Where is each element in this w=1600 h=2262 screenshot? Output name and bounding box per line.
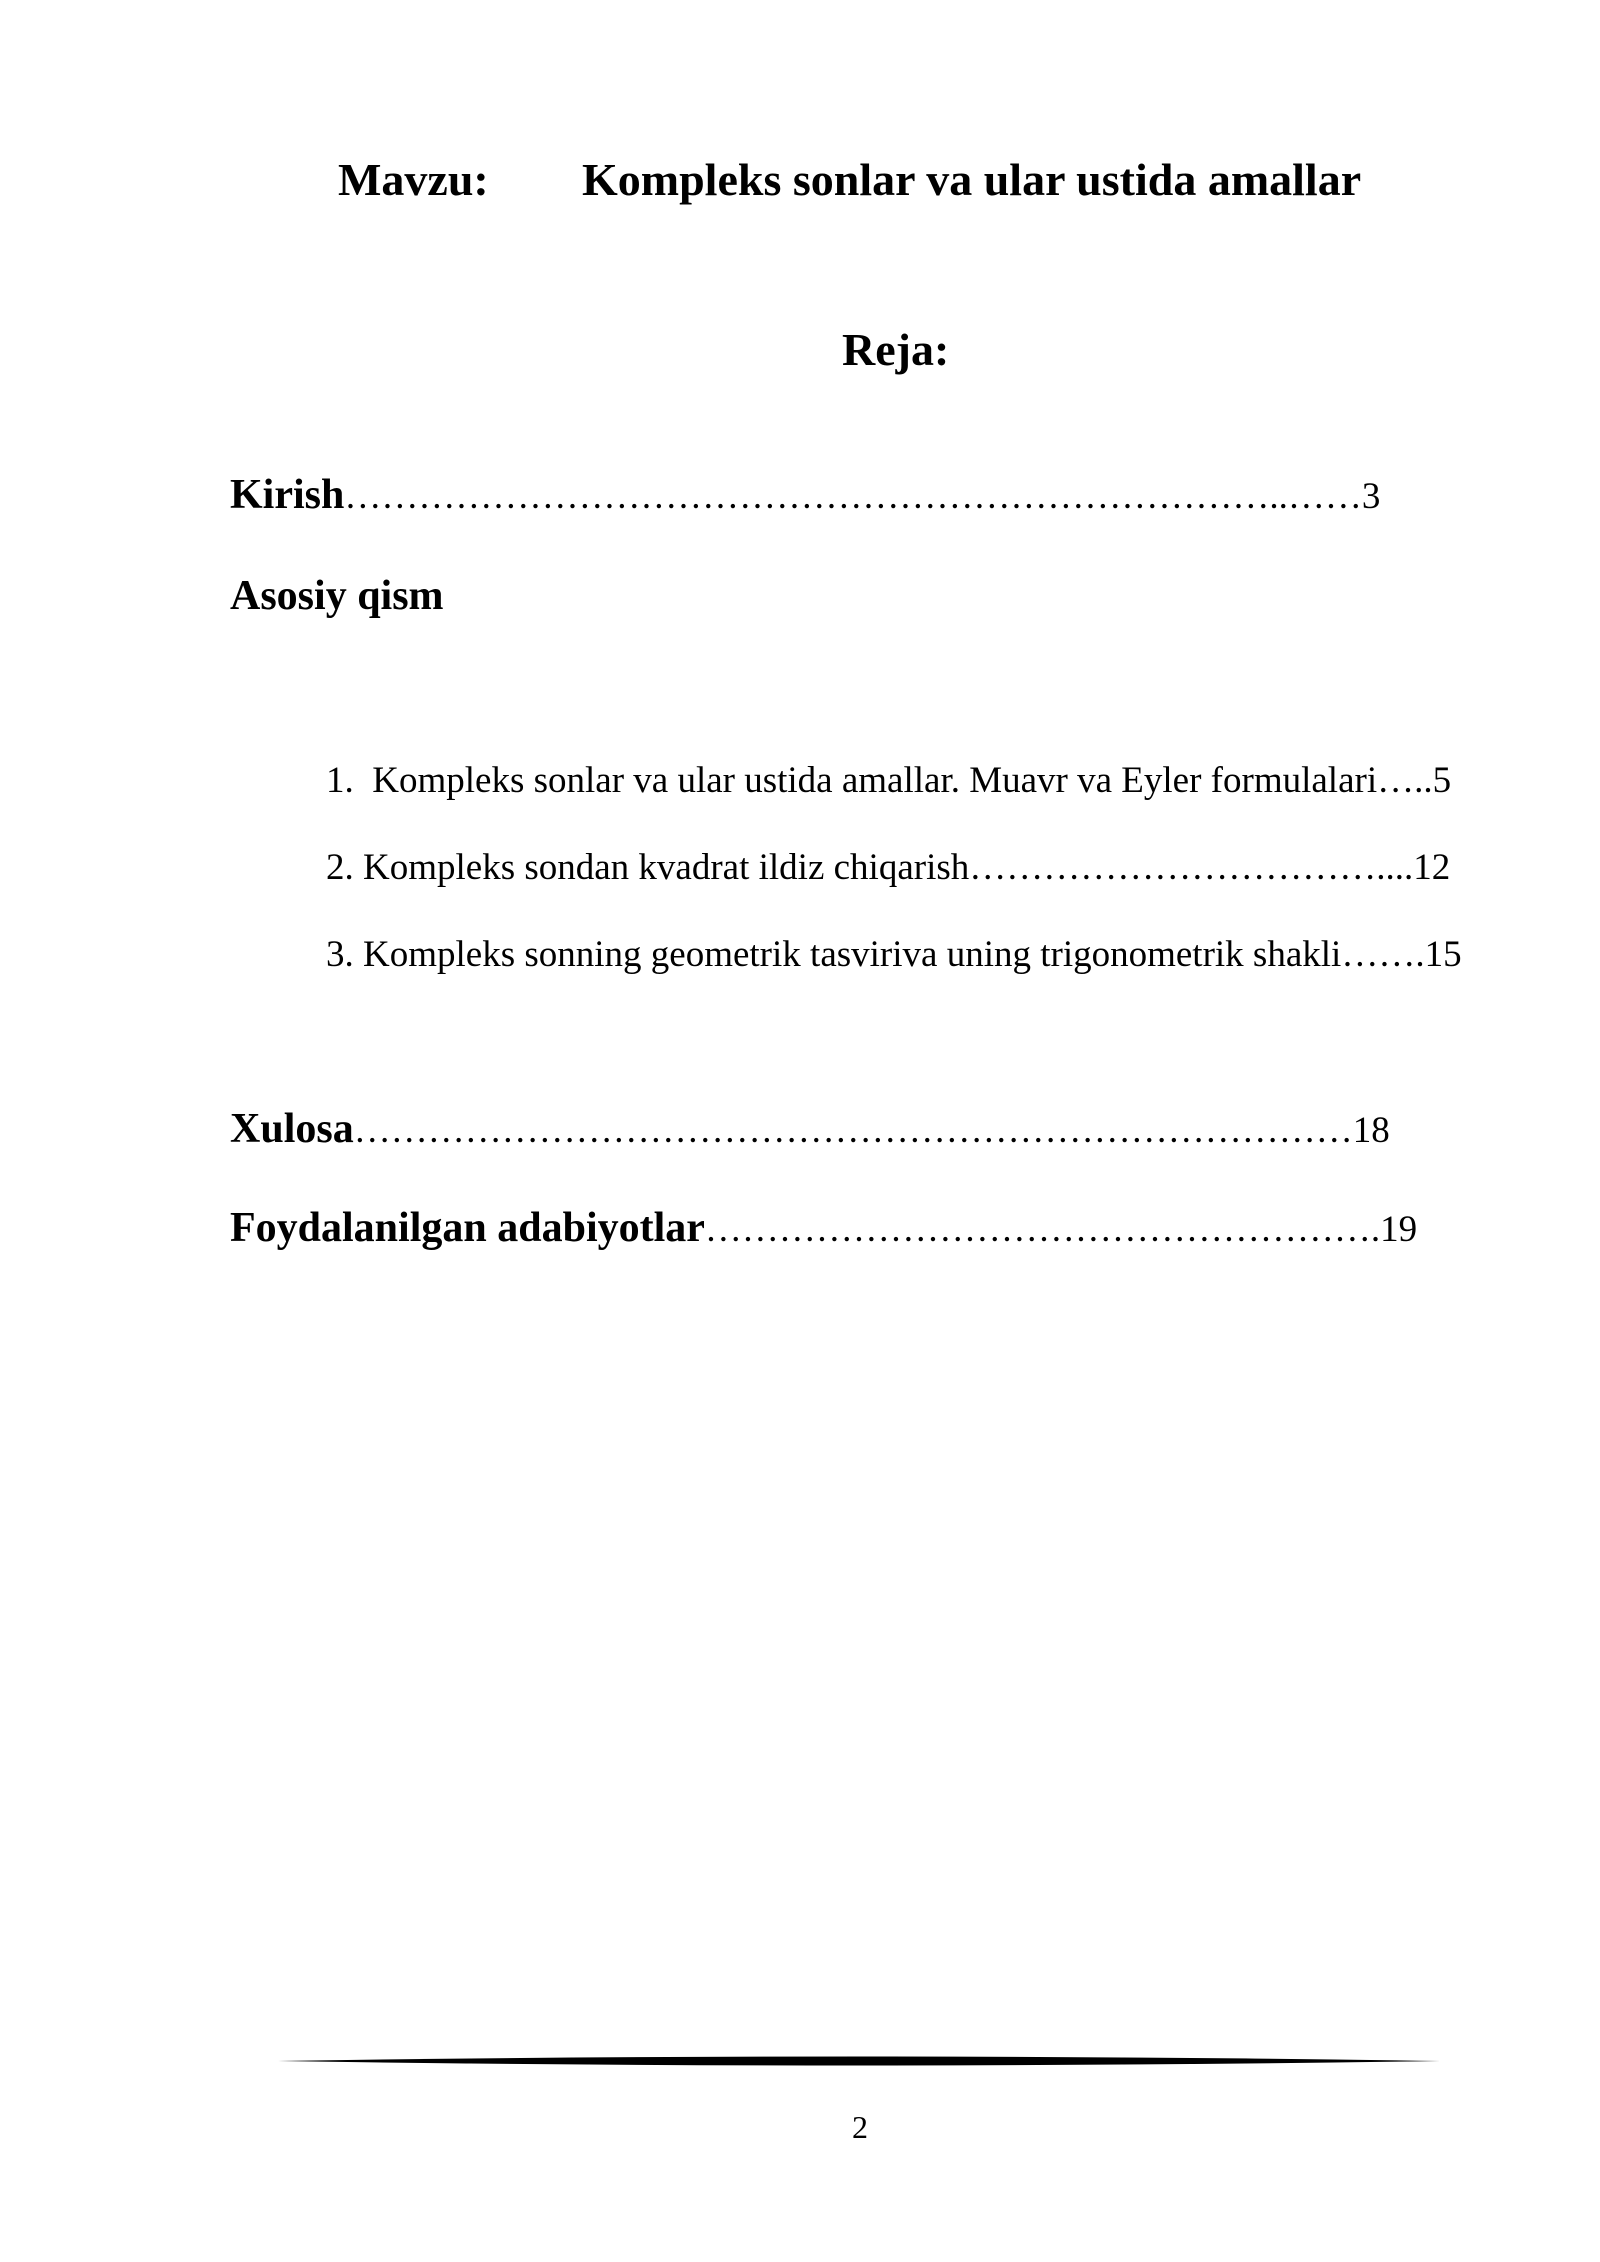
toc-page-number: 19 — [1380, 1209, 1418, 1250]
toc-item-1[interactable] — [326, 762, 1451, 799]
plan-heading: Reja: — [842, 324, 950, 375]
toc-leader: ……. — [1341, 934, 1425, 975]
mavzu-label: Mavzu: — [338, 154, 489, 205]
toc-page-number: 3 — [1361, 476, 1381, 517]
toc-leader: …………………………….... — [969, 847, 1414, 888]
toc-item-3[interactable] — [326, 936, 1462, 973]
toc-leader: ………………………………………………. — [704, 1209, 1381, 1250]
footer-page-number: 2 — [852, 2109, 868, 2145]
toc-entry-references[interactable] — [230, 1207, 1417, 1251]
toc-leader: ……………………………………………………………………… — [353, 1110, 1353, 1151]
toc-item-2[interactable] — [326, 849, 1450, 886]
toc-page-number: 18 — [1352, 1110, 1390, 1151]
toc-entry-title: Foydalanilgan adabiyotlar — [230, 1205, 705, 1251]
toc-leader: …………………………………………………………………..…… — [344, 476, 1362, 517]
toc-page-number: 5 — [1432, 760, 1452, 801]
toc-page-number: 15 — [1424, 934, 1462, 975]
footer-divider — [278, 2050, 1440, 2072]
toc-entry-conclusion[interactable] — [230, 1108, 1390, 1152]
toc-item-number: 1. — [326, 760, 354, 801]
page-title: Kompleks sonlar va ular ustida amallar — [582, 154, 1362, 205]
toc-item-number: 2. — [326, 847, 354, 888]
toc-item-title: Kompleks sonning geometrik tasviriva uning trigonometrik shakli — [363, 934, 1342, 975]
toc-entry-intro[interactable] — [230, 474, 1380, 518]
toc-entry-title: Xulosa — [230, 1106, 354, 1152]
toc-item-number: 3. — [326, 934, 354, 975]
toc-page-number: 12 — [1413, 847, 1451, 888]
toc-entry-title: Kirish — [230, 472, 345, 518]
toc-section-main: Asosiy qism — [230, 573, 444, 619]
toc-item-title: Kompleks sondan kvadrat ildiz chiqarish — [363, 847, 970, 888]
toc-leader: ….. — [1377, 760, 1433, 801]
toc-item-title: Kompleks sonlar va ular ustida amallar. Muavr va Eyler formulalari — [372, 760, 1378, 801]
